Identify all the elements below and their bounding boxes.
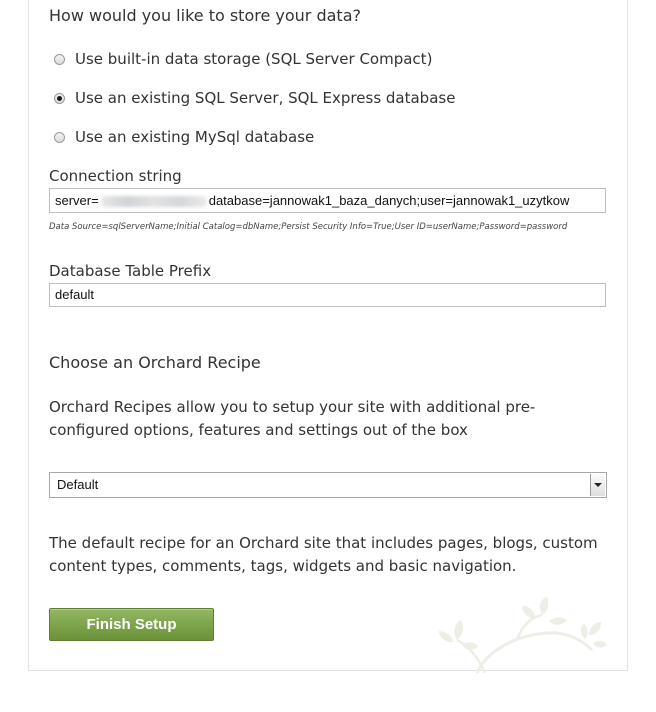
radio-label: Use built-in data storage (SQL Server Compact) xyxy=(75,50,433,68)
finish-setup-button[interactable]: Finish Setup xyxy=(49,608,214,641)
recipe-heading: Choose an Orchard Recipe xyxy=(49,353,261,372)
radio-label: Use an existing MySql database xyxy=(75,128,315,146)
radio-option-sql-compact[interactable] xyxy=(54,50,432,68)
dropdown-arrow-icon[interactable] xyxy=(590,474,605,496)
storage-heading: How would you like to store your data? xyxy=(49,6,361,25)
leaf-decoration-icon xyxy=(417,595,607,673)
connection-string-input[interactable] xyxy=(49,188,606,213)
radio-option-sql-server[interactable] xyxy=(54,89,455,107)
connection-value-suffix: database=jannowak1_baza_danych;user=jannowak1_uzytkow xyxy=(208,193,570,208)
table-prefix-label: Database Table Prefix xyxy=(49,262,212,280)
radio-button-selected[interactable] xyxy=(54,93,65,104)
radio-button[interactable] xyxy=(54,54,65,65)
setup-panel xyxy=(28,0,628,671)
radio-option-mysql[interactable] xyxy=(54,128,314,146)
connection-string-hint: Data Source=sqlServerName;Initial Catalog=dbName;Persist Security Info=True;User ID=userName;Password=password xyxy=(49,222,568,232)
recipe-intro: Orchard Recipes allow you to setup your site with additional pre-configured options, features and settings out of the box xyxy=(49,398,536,439)
redacted-server-name xyxy=(101,196,207,207)
connection-value-prefix: server= xyxy=(55,193,99,208)
recipe-description: The default recipe for an Orchard site that includes pages, blogs, custom content types, comments, tags, widgets and basic navigation. xyxy=(49,534,598,575)
recipe-select[interactable] xyxy=(49,472,607,498)
radio-button[interactable] xyxy=(54,132,65,143)
radio-label: Use an existing SQL Server, SQL Express database xyxy=(75,89,456,107)
recipe-select-value: Default xyxy=(57,477,99,492)
table-prefix-input[interactable]: default xyxy=(49,283,606,307)
connection-string-label: Connection string xyxy=(49,167,182,185)
